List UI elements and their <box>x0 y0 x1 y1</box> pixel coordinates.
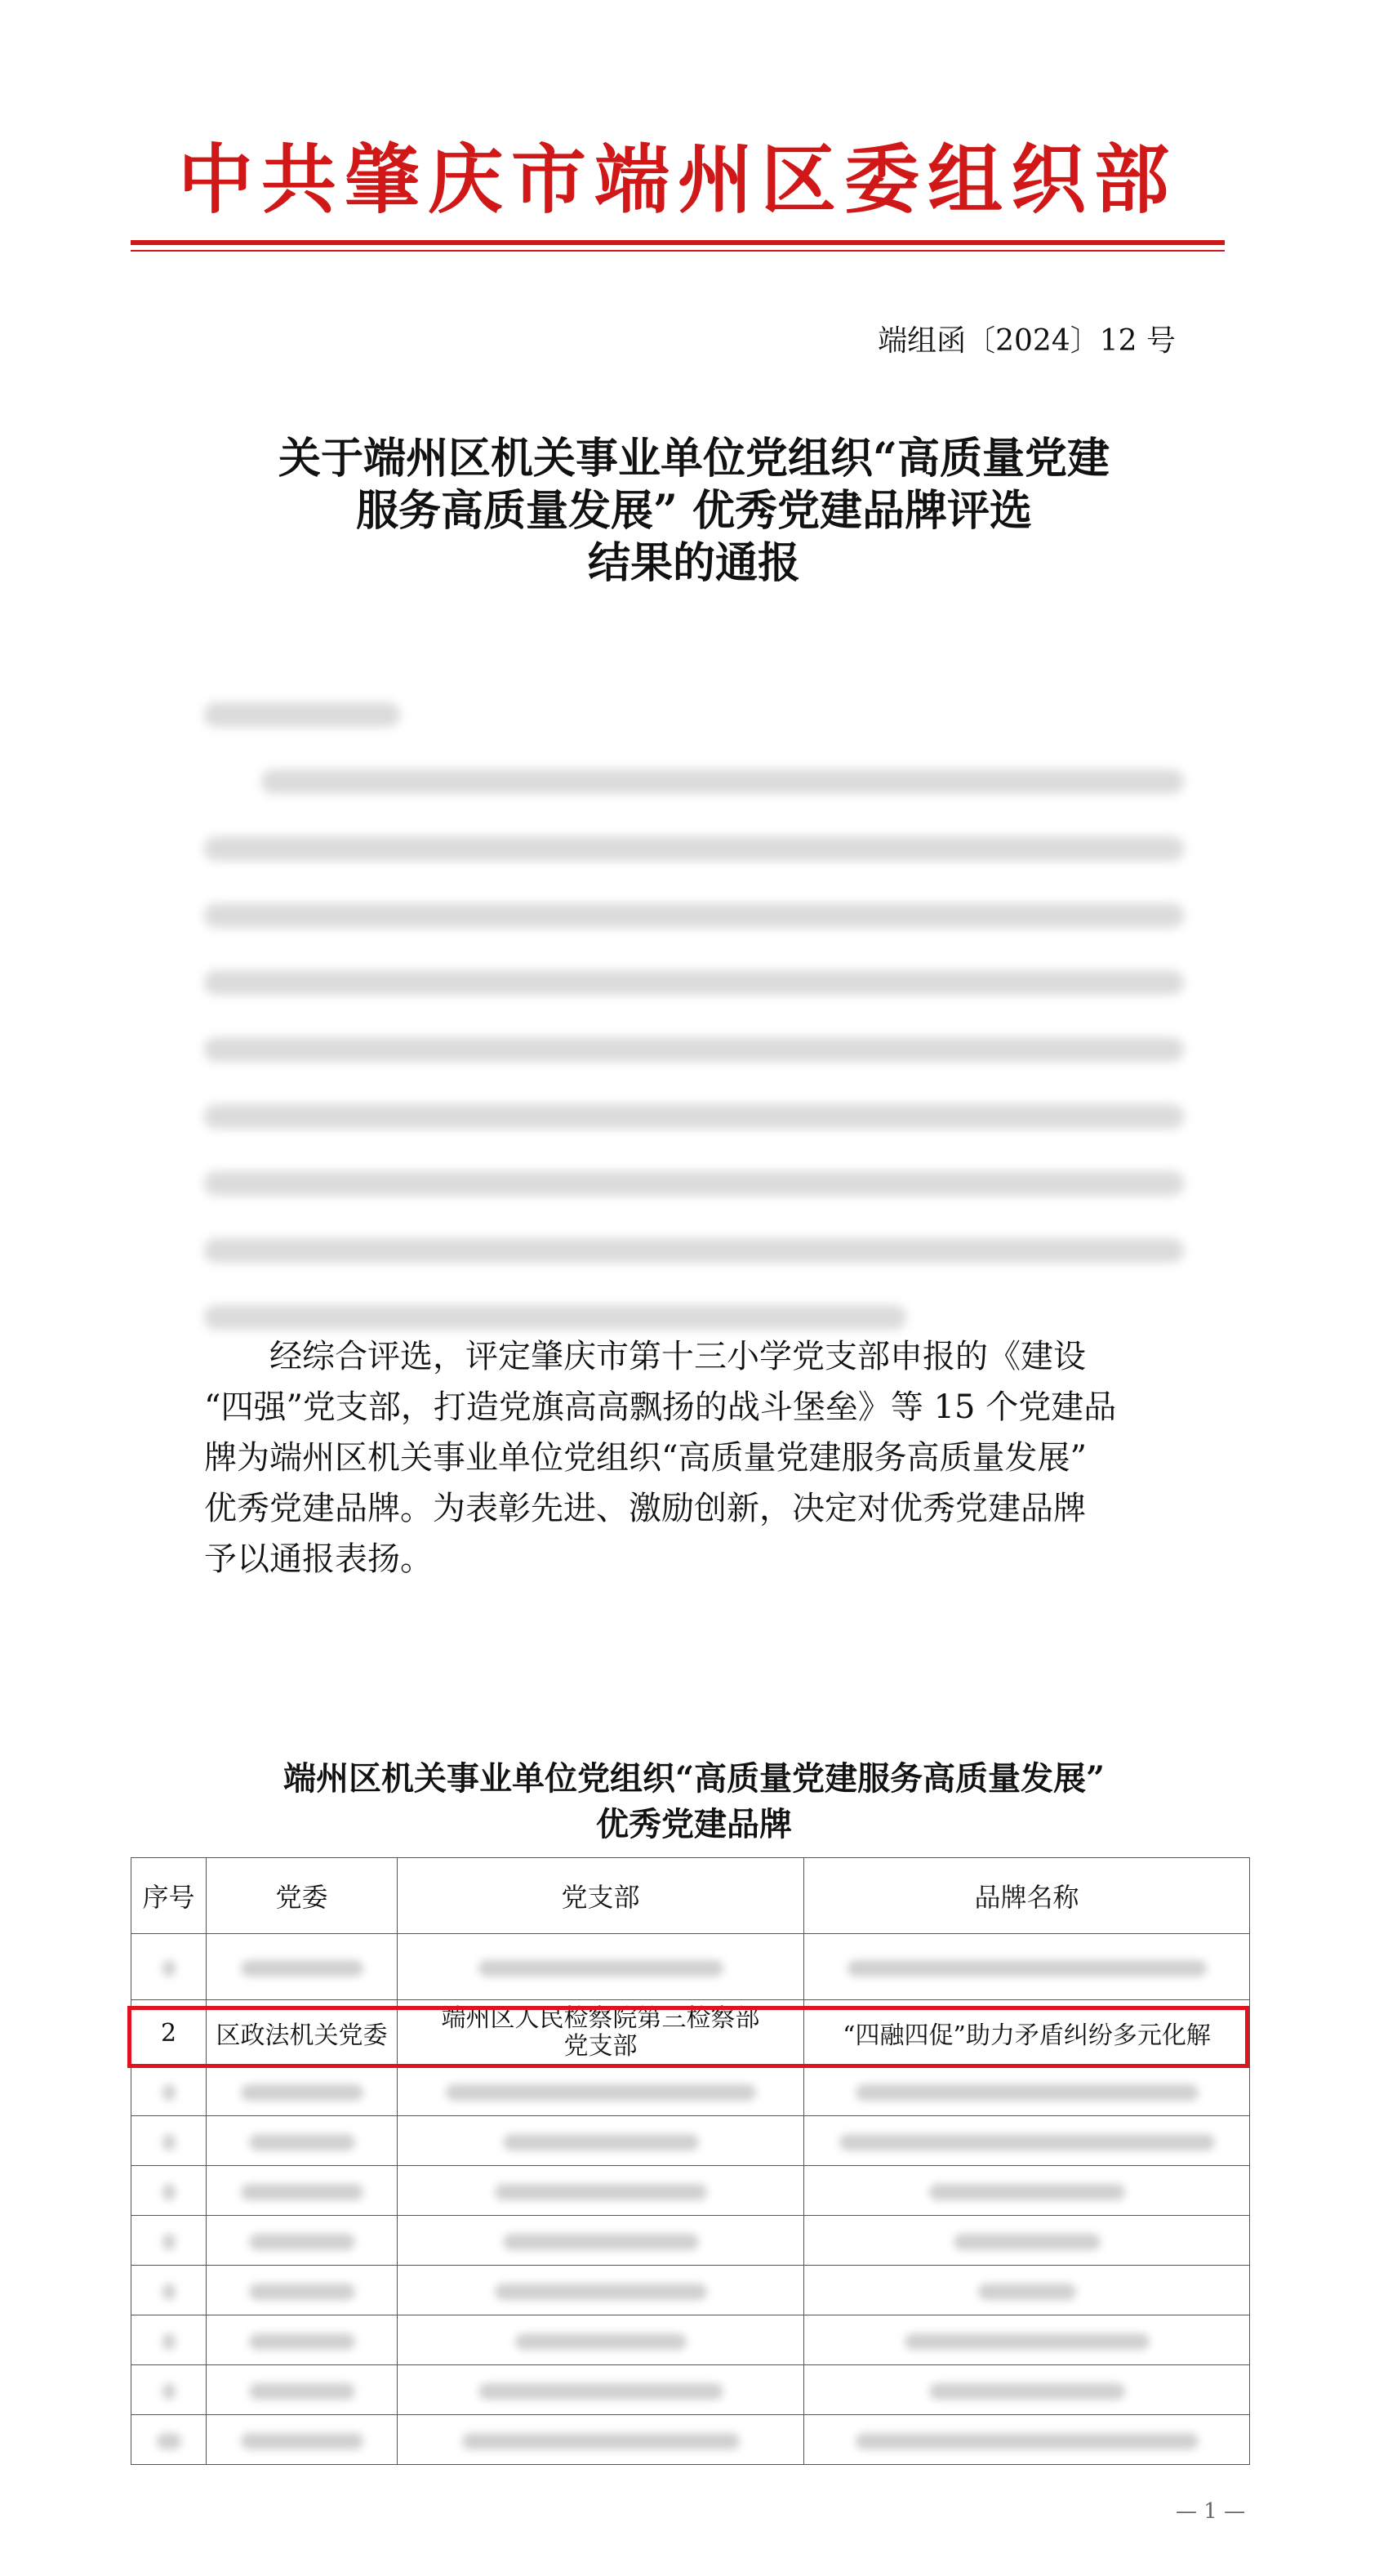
redacted-line <box>204 836 1184 861</box>
row-committee <box>207 2066 398 2116</box>
title-line: 关于端州区机关事业单位党组织“高质量党建 <box>278 434 1110 484</box>
row-committee <box>207 2365 398 2415</box>
redacted-line <box>204 1238 1184 1263</box>
row-branch <box>398 2315 804 2365</box>
redacted-cell <box>462 2433 740 2449</box>
row-brand <box>804 2216 1250 2266</box>
redacted-cell <box>157 2433 181 2449</box>
body-line: 予以通报表扬。 <box>204 1540 433 1578</box>
redacted-line <box>261 769 1184 794</box>
redacted-cell <box>241 2084 363 2101</box>
table-title-line: 优秀党建品牌 <box>596 1805 792 1843</box>
body-line: “四强”党支部，打造党旗高高飘扬的战斗堡垒》等 15 个党建品 <box>204 1388 1117 1426</box>
redacted-cell <box>978 2284 1076 2300</box>
row-committee <box>207 2266 398 2315</box>
redacted-cell <box>929 2383 1125 2400</box>
row-committee: 区政法机关党委 <box>207 2000 398 2066</box>
table-row <box>131 2216 1250 2266</box>
header-brand: 品牌名称 <box>804 1858 1250 1934</box>
redacted-line <box>204 1171 1184 1196</box>
redacted-cell <box>249 2134 355 2150</box>
highlight-annotation-box <box>127 2006 1249 2068</box>
row-brand <box>804 2116 1250 2166</box>
table-row <box>131 1934 1250 2000</box>
redacted-cell <box>241 2433 363 2449</box>
row-committee <box>207 2216 398 2266</box>
body-line: 牌为端州区机关事业单位党组织“高质量党建服务高质量发展” <box>204 1439 1087 1477</box>
table-row <box>131 2166 1250 2216</box>
row-brand <box>804 2066 1250 2116</box>
row-no: 2 <box>131 2000 207 2066</box>
redacted-cell <box>856 2084 1199 2101</box>
table-row <box>131 2066 1250 2116</box>
row-branch <box>398 2365 804 2415</box>
row-no <box>131 2166 207 2216</box>
redacted-line <box>204 1037 1184 1062</box>
row-no <box>131 2066 207 2116</box>
letterhead-title: 中共肇庆市端州区委组织部 <box>177 136 1177 224</box>
body-paragraph <box>204 1331 1184 1584</box>
row-brand <box>804 1934 1250 2000</box>
redacted-cell <box>249 2333 355 2350</box>
redacted-cell <box>503 2234 699 2250</box>
table-title-line: 端州区机关事业单位党组织“高质量党建服务高质量发展” <box>282 1759 1105 1798</box>
row-branch <box>398 1934 804 2000</box>
redacted-line <box>204 903 1184 928</box>
row-brand <box>804 2365 1250 2415</box>
table-row <box>131 2266 1250 2315</box>
title-line: 服务高质量发展” 优秀党建品牌评选 <box>355 486 1032 536</box>
row-no <box>131 2116 207 2166</box>
body-line: 优秀党建品牌。为表彰先进、激励创新，决定对优秀党建品牌 <box>204 1490 1086 1527</box>
row-committee <box>207 2415 398 2465</box>
row-branch <box>398 2266 804 2315</box>
redacted-line <box>204 702 400 727</box>
redacted-cell <box>478 2383 723 2400</box>
branch-line: 端州区人民检察院第三检察部 <box>441 2004 760 2033</box>
redacted-line <box>204 1305 906 1330</box>
row-brand <box>804 2166 1250 2216</box>
redacted-cell <box>162 2234 176 2250</box>
table-row <box>131 2365 1250 2415</box>
letterhead-rule-thin <box>131 250 1225 252</box>
redacted-cell <box>162 2333 176 2350</box>
redacted-cell <box>249 2234 355 2250</box>
row-no <box>131 2315 207 2365</box>
redacted-cell <box>249 2383 355 2400</box>
redacted-cell <box>241 1960 363 1977</box>
redacted-cell <box>847 1960 1207 1977</box>
redacted-line <box>204 970 1184 995</box>
row-branch <box>398 2415 804 2465</box>
page-number: — 1 — <box>1176 2499 1246 2524</box>
redacted-cell <box>162 2284 176 2300</box>
redacted-cell <box>839 2134 1215 2150</box>
row-branch <box>398 2216 804 2266</box>
branch-line: 党支部 <box>563 2032 638 2061</box>
redacted-paragraphs <box>204 702 1184 1372</box>
row-brand <box>804 2415 1250 2465</box>
document-title <box>163 433 1225 590</box>
row-branch <box>398 2066 804 2116</box>
table-row <box>131 2116 1250 2166</box>
redacted-cell <box>162 2134 176 2150</box>
row-branch <box>398 2116 804 2166</box>
title-line: 结果的通报 <box>587 538 800 588</box>
table-row <box>131 2315 1250 2365</box>
redacted-cell <box>495 2184 707 2200</box>
row-brand: “四融四促”助力矛盾纠纷多元化解 <box>804 2000 1250 2066</box>
redacted-cell <box>954 2234 1101 2250</box>
header-committee: 党委 <box>207 1858 398 1934</box>
table-title <box>131 1756 1257 1847</box>
row-committee <box>207 2116 398 2166</box>
redacted-cell <box>929 2184 1125 2200</box>
header-branch: 党支部 <box>398 1858 804 1934</box>
redacted-cell <box>162 2084 176 2101</box>
redacted-cell <box>162 1960 176 1977</box>
row-committee <box>207 2315 398 2365</box>
table-row <box>131 2415 1250 2465</box>
row-no <box>131 1934 207 2000</box>
redacted-cell <box>478 1960 723 1977</box>
row-brand <box>804 2315 1250 2365</box>
redacted-cell <box>241 2184 363 2200</box>
redacted-cell <box>249 2284 355 2300</box>
letterhead-rule-thick <box>131 240 1225 245</box>
redacted-cell <box>495 2284 707 2300</box>
row-brand <box>804 2266 1250 2315</box>
row-no <box>131 2365 207 2415</box>
redacted-cell <box>503 2134 699 2150</box>
row-committee <box>207 2166 398 2216</box>
redacted-cell <box>905 2333 1150 2350</box>
redacted-line <box>204 1104 1184 1129</box>
row-no <box>131 2266 207 2315</box>
redacted-cell <box>162 2383 176 2400</box>
row-branch <box>398 2166 804 2216</box>
row-committee <box>207 1934 398 2000</box>
table-header-row <box>131 1858 1250 1934</box>
redacted-cell <box>856 2433 1199 2449</box>
redacted-cell <box>162 2184 176 2200</box>
row-no <box>131 2216 207 2266</box>
brand-table <box>131 1857 1250 2465</box>
redacted-cell <box>515 2333 687 2350</box>
redacted-cell <box>446 2084 756 2101</box>
document-number: 端组函〔2024〕12 号 <box>878 324 1176 358</box>
body-line: 经综合评选，评定肇庆市第十三小学党支部申报的《建设 <box>269 1338 1086 1375</box>
row-no <box>131 2415 207 2465</box>
header-no: 序号 <box>131 1858 207 1934</box>
